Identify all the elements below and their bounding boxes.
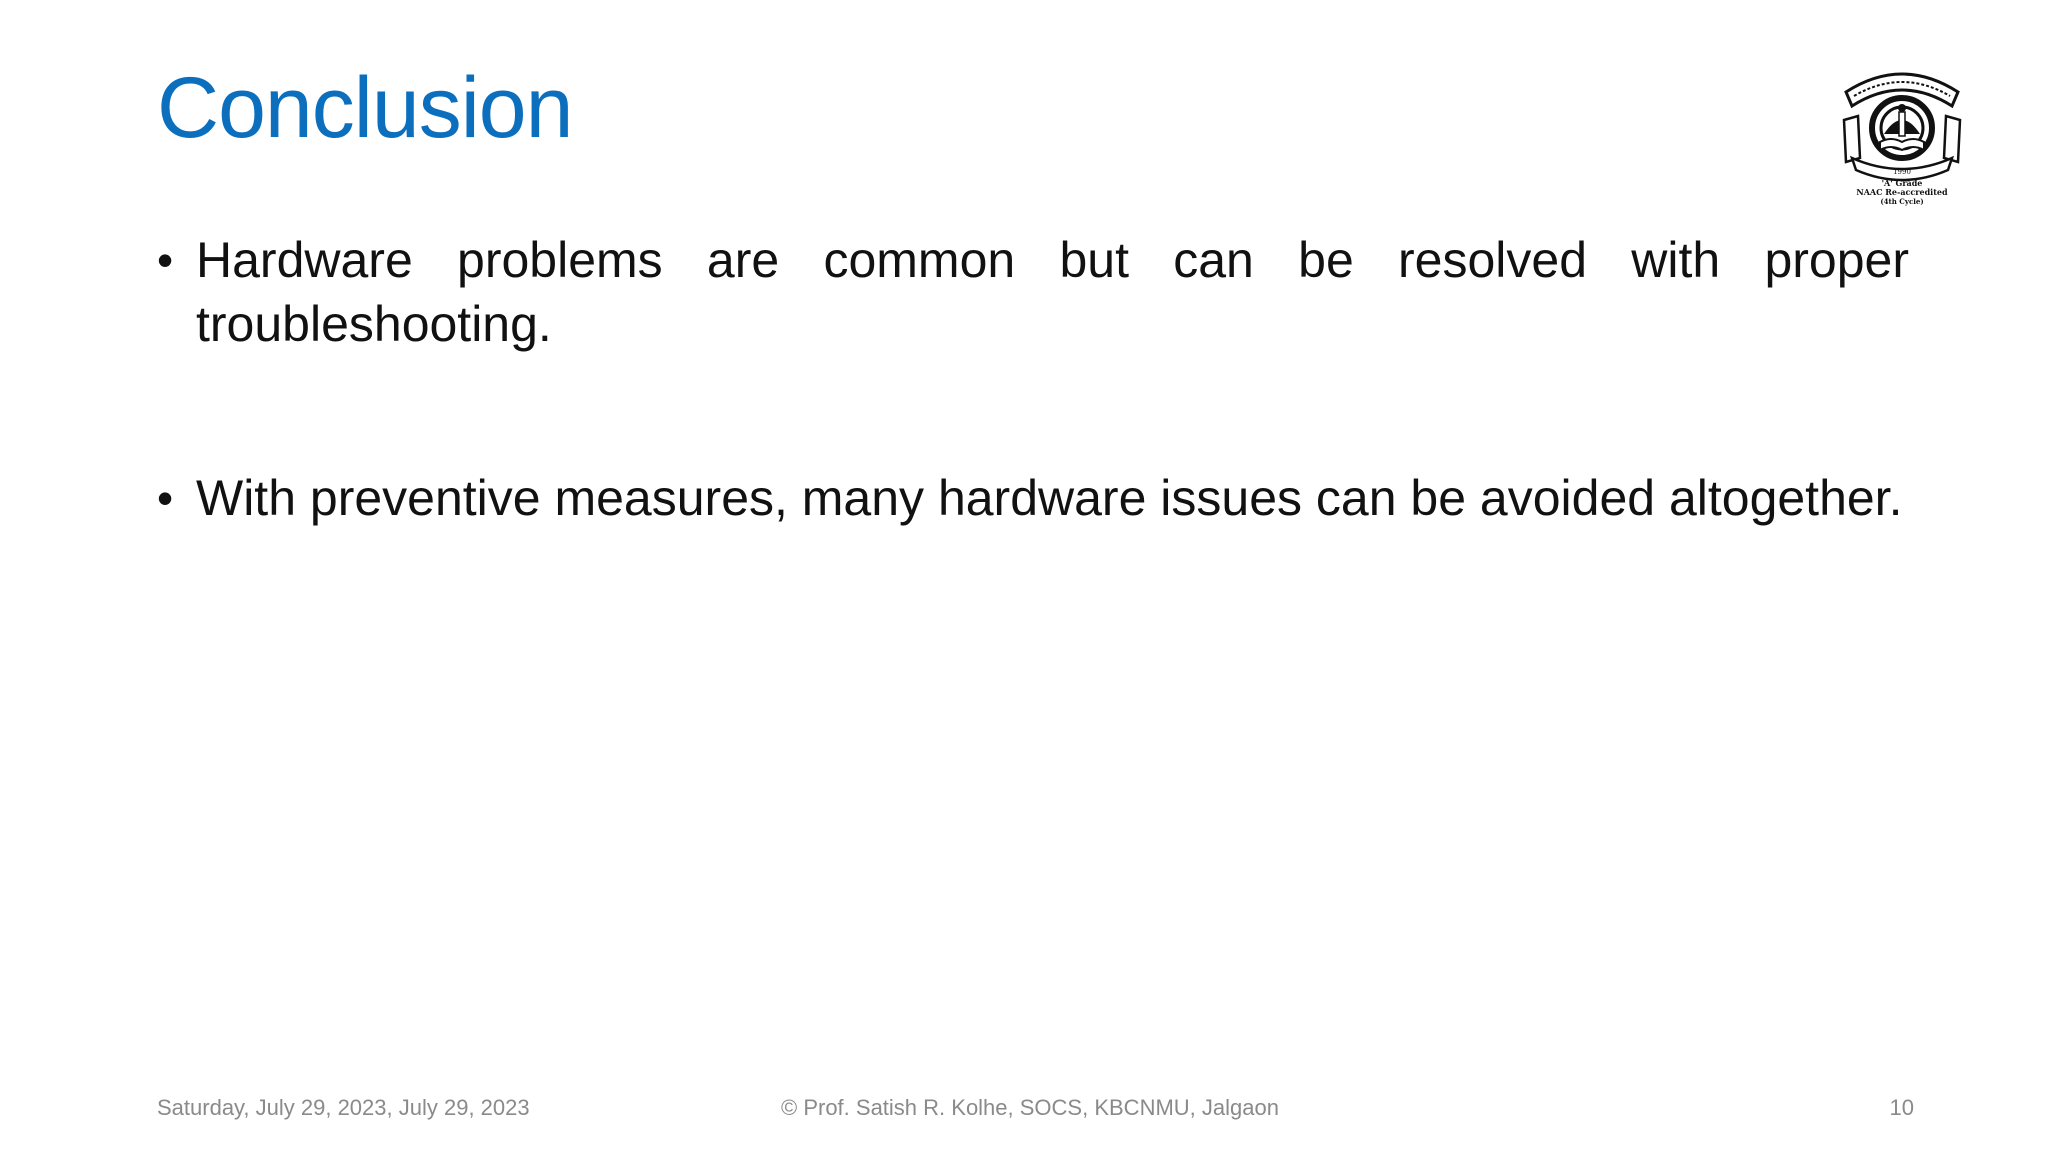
bullet-dot-icon: • — [157, 234, 174, 286]
footer-date: Saturday, July 29, 2023, July 29, 2023 — [157, 1095, 530, 1120]
university-seal-icon — [1838, 62, 1966, 206]
bullet-dot-icon: • — [157, 472, 174, 524]
logo-grade-text: 'A' Grade — [1881, 178, 1923, 188]
slide-title: Conclusion — [157, 60, 573, 156]
footer-credit: © Prof. Satish R. Kolhe, SOCS, KBCNMU, Jalgaon — [781, 1095, 1279, 1120]
page-number: 10 — [1889, 1095, 1914, 1120]
bullet-item — [157, 228, 1909, 356]
bullet-text: With preventive measures, many hardware issues can be avoided altogether. — [196, 470, 1903, 526]
bullet-list — [157, 228, 1909, 640]
logo-accreditation-text: NAAC Re-accredited — [1856, 187, 1948, 197]
bullet-text: Hardware problems are common but can be resolved with proper troubleshooting. — [196, 232, 1909, 352]
logo-year-text: 1990 — [1893, 168, 1911, 176]
logo-cycle-text: (4th Cycle) — [1880, 197, 1924, 206]
bullet-item — [157, 466, 1909, 530]
